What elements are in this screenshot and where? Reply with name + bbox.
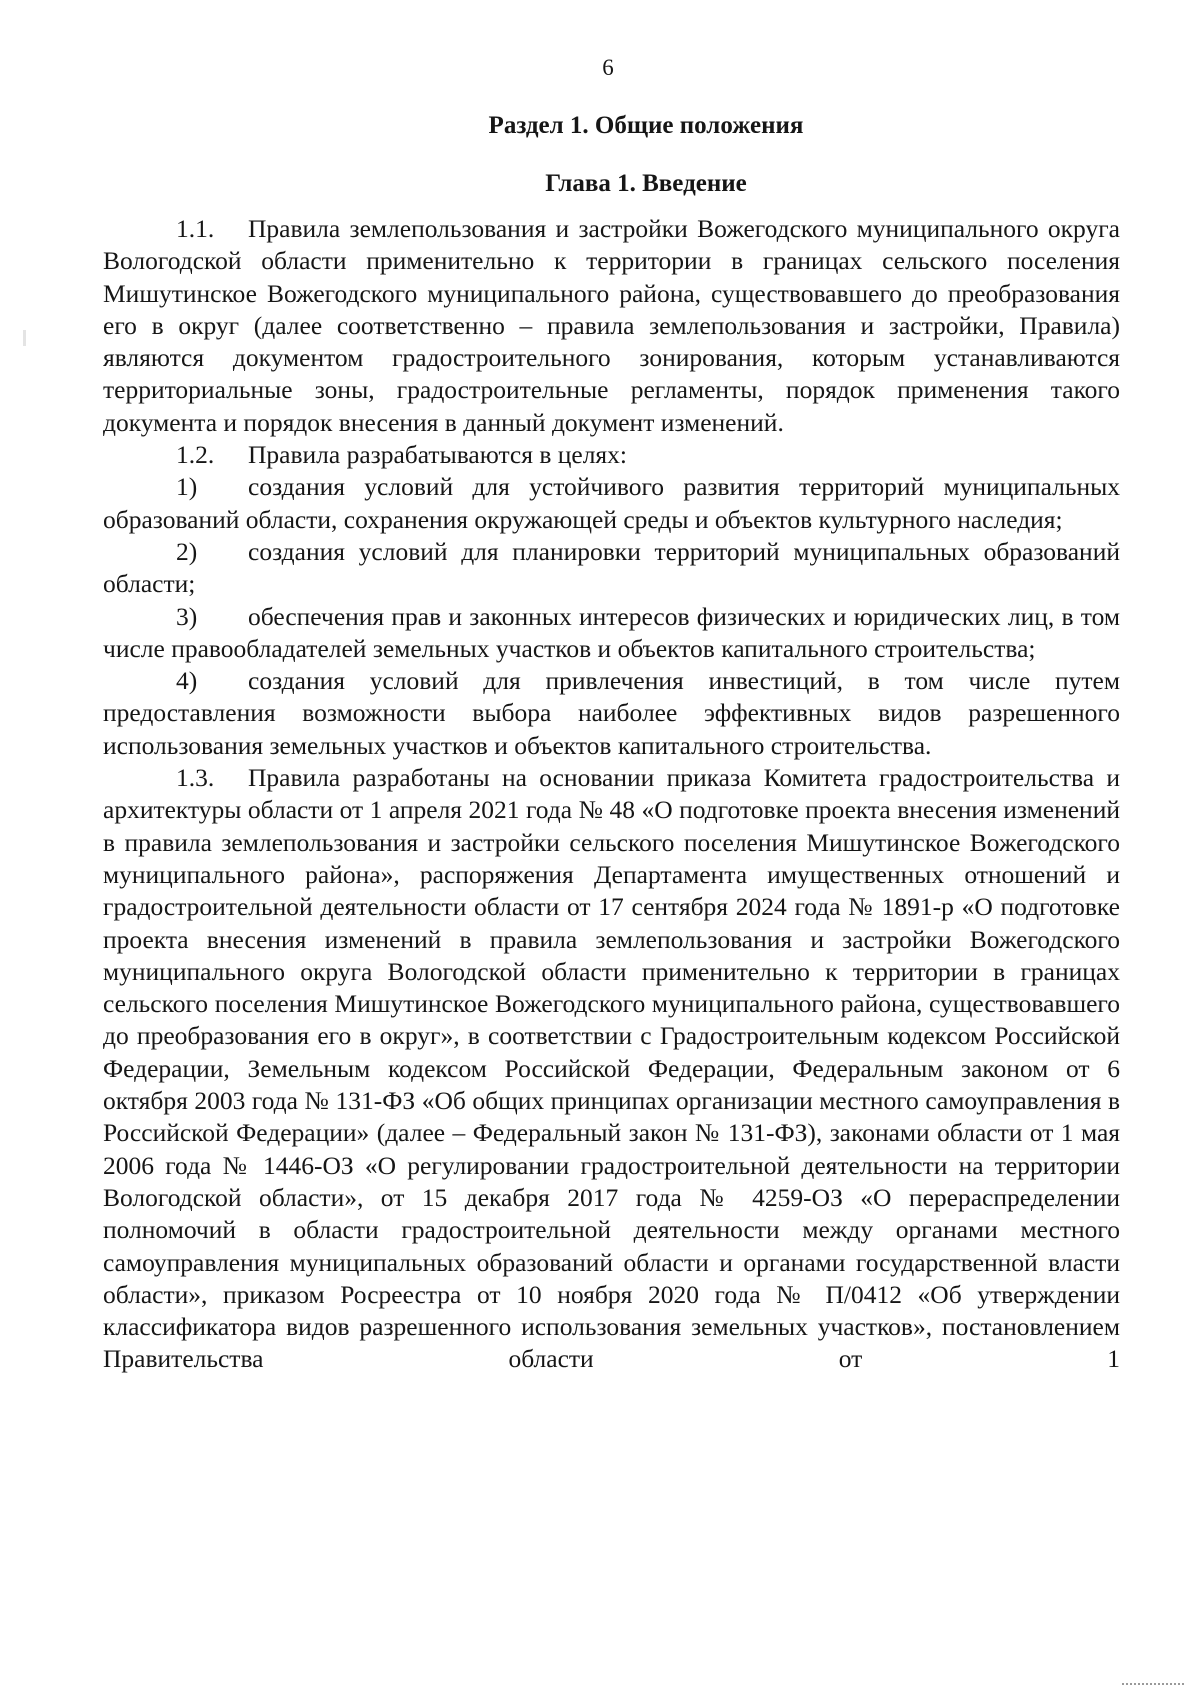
scan-corner-mark: [1122, 1683, 1184, 1691]
paragraph-number: 1.3.: [176, 763, 215, 793]
document-body: [103, 213, 1120, 1376]
list-item-1: [103, 471, 1120, 536]
list-item-text: создания условий для привлечения инвестиций, в том числе путем предоставления возможности выбора наиболее эффективных видов разрешенного использования земельных участков и объектов капитального строительства.: [103, 666, 1120, 760]
chapter-title: Глава 1. Введение: [545, 170, 747, 197]
section-title: Раздел 1. Общие положения: [488, 112, 804, 139]
list-item-text: обеспечения прав и законных интересов физических и юридических лиц, в том числе правообладателей земельных участков и объектов капитального строительства;: [103, 601, 1120, 663]
paragraph-text: Правила разрабатываются в целях:: [248, 440, 627, 470]
paragraph-text: Правила землепользования и застройки Вожегодского муниципального округа Вологодской области применительно к территории в границах сельского поселения Мишутинское Вожегодского муниципального района, существовавшего до преобразования его в округ (далее соответственно – правила землепользования и застройки, Правила) являются документом градостроительного зонирования, которым устанавливаются территориальные зоны, градостроительные регламенты, порядок применения такого документа и порядок внесения в данный документ изменений.: [103, 214, 1120, 437]
list-item-3: [103, 601, 1120, 666]
paragraph-1-3: [103, 762, 1120, 1376]
paragraph-1-2: [103, 439, 1120, 471]
paragraph-1-1: [103, 213, 1120, 439]
paragraph-text: Правила разработаны на основании приказа Комитета градостроительства и архитектуры области от 1 апреля 2021 года № 48 «О подготовке проекта внесения изменений в правила землепользования и застройки сельского поселения Мишутинское Вожегодского муниципального района», распоряжения Департамента имущественных отношений и градостроительной деятельности области от 17 сентября 2024 года № 1891-р «О подготовке проекта внесения изменений в правила землепользования и застройки Вожегодского муниципального округа Вологодской области применительно к территории в границах сельского поселения Мишутинское Вожегодского муниципального района, существовавшего до преобразования его в округ», в соответствии с Градостроительным кодексом Российской Федерации, Земельным кодексом Российской Федерации, Федеральным законом от 6 октября 2003 года № 131-ФЗ «Об общих принципах организации местного самоуправления в Российской Федерации» (далее – Федеральный закон № 131-ФЗ), законами области от 1 мая 2006 года № 1446-ОЗ «О регулировании градостроительной деятельности на территории Вологодской области», от 15 декабря 2017 года № 4259-ОЗ «О перераспределении полномочий в области градостроительной деятельности между органами местного самоуправления муниципальных образований области и органами государственной власти области», приказом Росреестра от 10 ноября 2020 года № П/0412 «Об утверждении классификатора видов разрешенного использования земельных участков», постановлением Правительства области от 1: [103, 763, 1120, 1374]
list-item-number: 1): [176, 472, 198, 502]
paragraph-number: 1.1.: [176, 214, 215, 243]
paragraph-number: 1.2.: [176, 440, 215, 470]
list-item-number: 2): [176, 536, 198, 566]
list-item-number: 4): [176, 666, 198, 696]
list-item-text: создания условий для устойчивого развития территорий муниципальных образований области, сохранения окружающей среды и объектов культурного наследия;: [103, 472, 1120, 534]
list-item-text: создания условий для планировки территорий муниципальных образований области;: [103, 536, 1120, 599]
list-item-4: [103, 665, 1120, 762]
scan-edge-mark: [23, 330, 26, 346]
page-number: 6: [602, 55, 614, 80]
list-item-number: 3): [176, 601, 198, 631]
list-item-2: [103, 536, 1120, 601]
